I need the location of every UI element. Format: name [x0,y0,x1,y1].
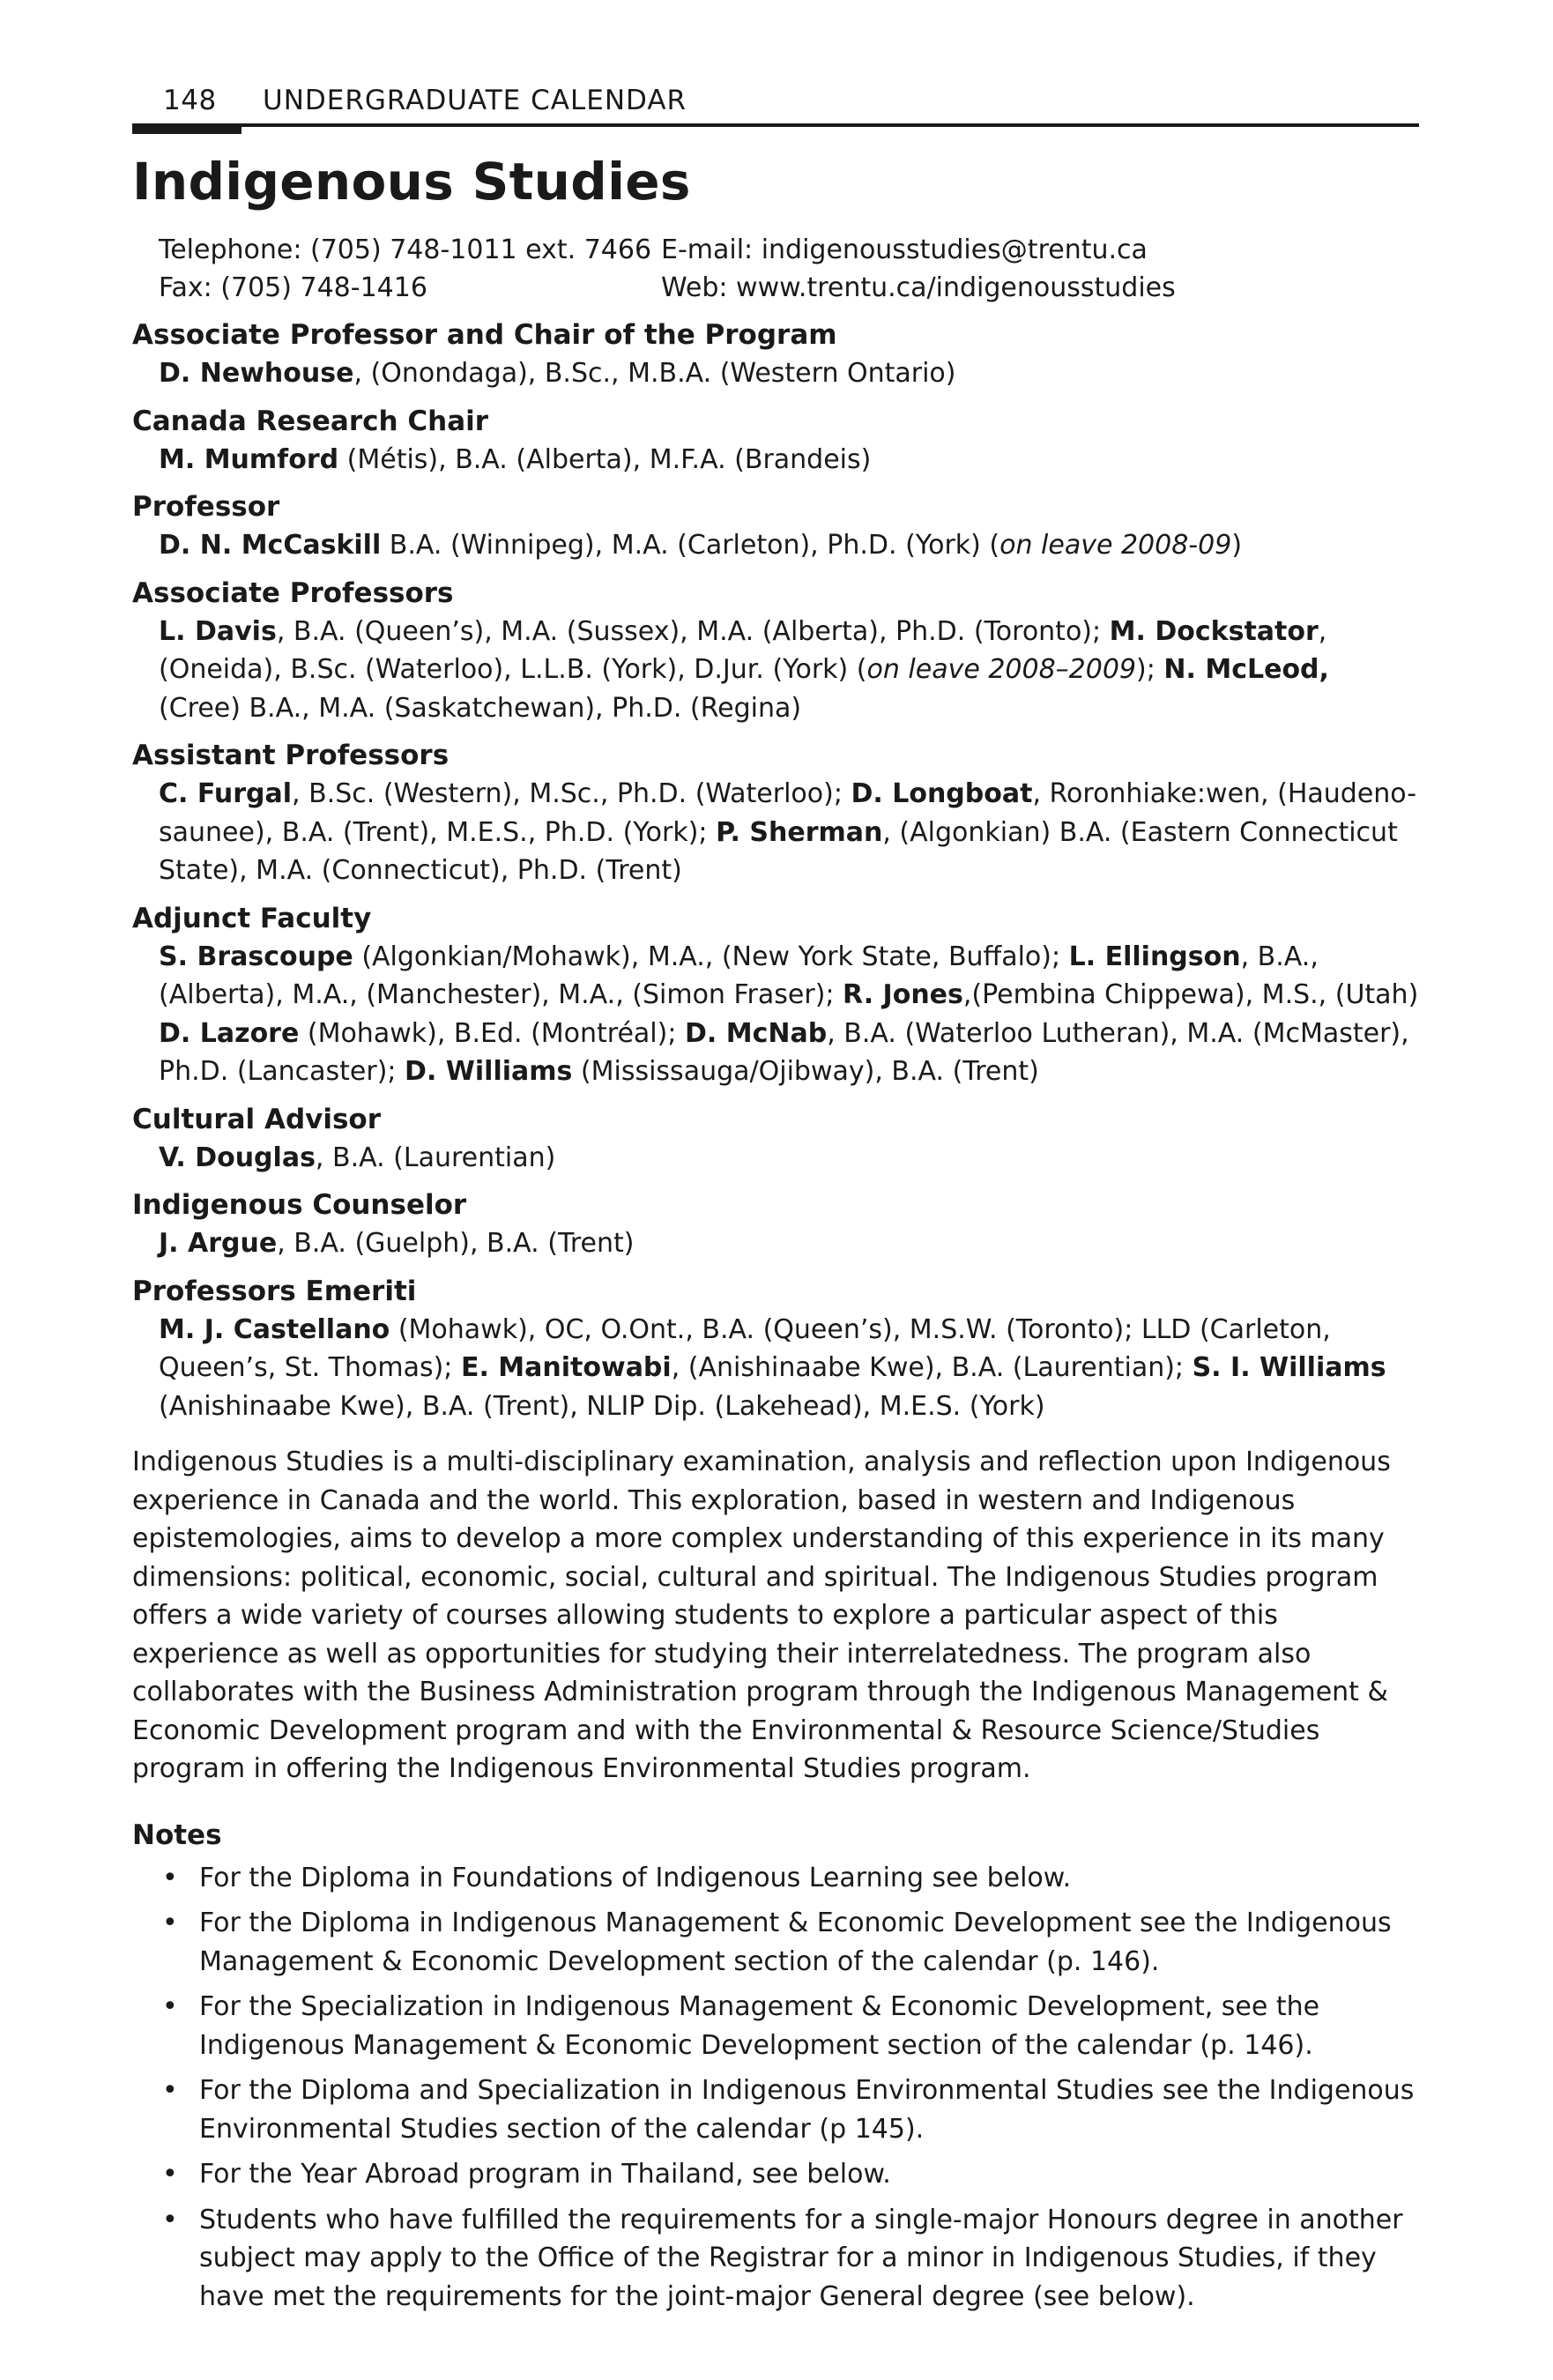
faculty-members [159,1311,1419,1426]
page-header [132,81,1419,127]
credentials-text: ); [1136,654,1164,685]
faculty-name: L. Ellingson [1068,941,1241,972]
credentials-text: , B.A. (Queen’s), M.A. (Sussex), M.A. (Alberta), Ph.D. (Toronto); [276,615,1110,647]
faculty-members [159,938,1419,1091]
bullet-icon: • [162,2159,178,2190]
faculty-section-title: Professor [132,491,280,523]
credentials-text: (Mohawk), B.Ed. (Montréal); [299,1017,685,1049]
credentials-text: , (Onondaga), B.Sc., M.B.A. (Western Ontario) [353,358,956,389]
faculty-name: N. McLeod, [1163,654,1329,685]
faculty-name: D. McNab [685,1017,828,1049]
faculty-members [159,354,1419,393]
faculty-name: M. Mumford [159,443,339,475]
faculty-name: D. Lazore [159,1017,300,1049]
note-item [132,2155,1419,2194]
email: E-mail: indigenousstudies@trentu.ca [661,234,1148,265]
note-text: For the Diploma and Specialization in Indigenous Environmental Studies see the Indigenous Environmental Studies section of the calendar (p 145). [199,2075,1415,2145]
header-tab-bar [132,123,241,134]
contact-block [159,231,1419,307]
note-item [132,2071,1419,2148]
note-item [132,1859,1419,1898]
note-text: Students who have fulfilled the requirements for a single-major Honours degree in another subject may apply to the Office of the Registrar for a minor in Indigenous Studies, if they have met the requirements for the joint-major General degree (see below). [199,2204,1403,2312]
program-title: Indigenous Studies [132,152,691,212]
page-number: 148 [163,85,217,116]
faculty-name: V. Douglas [159,1142,316,1173]
credentials-text: , B.Sc. (Western), M.Sc., Ph.D. (Waterloo); [292,778,851,809]
faculty-name: E. Manitowabi [460,1352,672,1383]
credentials-text: , B.A., (Alberta), M.A., (Manchester), M.A., (Simon Fraser); [159,941,1319,1010]
faculty-name: R. Jones [843,979,963,1010]
faculty-name: M. J. Castellano [159,1313,390,1345]
credentials-text: (Algonkian/Mohawk), M.A., (New York State, Buffalo); [353,941,1069,972]
faculty-section-title: Canada Research Chair [132,405,489,437]
faculty-name: D. N. McCaskill [159,530,382,561]
credentials-text: , (Algonkian) B.A. (Eastern Connecticut State), M.A. (Connecticut), Ph.D. (Trent) [159,816,1398,886]
notes-heading: Notes [132,1818,222,1851]
faculty-members [159,613,1419,728]
faculty-members [159,775,1419,890]
credentials-text: (Mohawk), OC, O.Ont., B.A. (Queen’s), M.S.W. (Toronto); LLD (Carleton, Queen’s, St. Thomas); [159,1313,1331,1383]
credentials-text: , (Anishinaabe Kwe), B.A. (Laurentian); [671,1352,1193,1383]
leave-note: on leave 2008-09 [999,530,1232,561]
credentials-text: B.A. (Winnipeg), M.A. (Carleton), Ph.D. (York) ( [381,530,1000,561]
credentials-text: (Mississauga/Ojibway), B.A. (Trent) [572,1056,1039,1087]
credentials-text: , B.A. (Guelph), B.A. (Trent) [277,1228,635,1259]
bullet-icon: • [162,1862,178,1893]
program-description: Indigenous Studies is a multi-disciplinary examination, analysis and reflection upon Indigenous experience in Canada and the world. This exploration, based in western and Indigenous epistemologies, aims to develop a more complex understanding of this experience in its many dimensions: political, economic, social, cultural and spiritual. The Indigenous Studies program offers a wide variety of courses allowing students to explore a particular aspect of this experience as well as opportunities for studying their interrelatedness. The program also collaborates with the Business Administration program through the Indigenous Management & Economic Development program and with the Environmental & Resource Science/Studies program in offering the Indigenous Environmental Studies program. [132,1447,1391,1784]
note-text: For the Diploma in Indigenous Management & Economic Development see the Indigenous Management & Economic Development section of the calendar (p. 146). [199,1908,1392,1977]
faculty-section-title: Adjunct Faculty [132,902,372,934]
faculty-name: J. Argue [159,1228,278,1259]
faculty-section-title: Associate Professor and Chair of the Program [132,319,837,351]
fax: Fax: (705) 748-1416 [159,272,427,303]
faculty-section-title: Associate Professors [132,576,454,609]
bullet-icon: • [162,1908,178,1938]
website: Web: www.trentu.ca/indigenousstudies [661,272,1176,303]
notes-list [132,1859,1419,2317]
credentials-text: (Cree) B.A., M.A. (Saskatchewan), Ph.D. (Regina) [159,692,802,724]
bullet-icon: • [162,2075,178,2106]
credentials-text: , B.A. (Waterloo Lutheran), M.A. (McMaster), Ph.D. (Lancaster); [159,1017,1409,1087]
faculty-name: D. Williams [405,1056,573,1087]
faculty-section-title: Assistant Professors [132,740,450,771]
note-text: For the Diploma in Foundations of Indigenous Learning see below. [199,1862,1072,1893]
faculty-section-title: Professors Emeriti [132,1275,417,1307]
credentials-text: , B.A. (Laurentian) [315,1142,556,1173]
running-title: UNDERGRADUATE CALENDAR [263,85,687,116]
faculty-name: C. Furgal [159,778,293,809]
credentials-text: ) [1231,530,1243,561]
credentials-text: , (Oneida), B.Sc. (Waterloo), L.L.B. (York), D.Jur. (York) ( [159,615,1327,685]
faculty-name: L. Davis [159,615,277,647]
faculty-members [159,1139,1419,1178]
page-content [132,152,1419,2323]
faculty-members [159,526,1419,565]
leave-note: on leave 2008–2009 [866,654,1137,685]
note-item [132,1988,1419,2064]
faculty-name: S. Brascoupe [159,941,353,972]
note-item [132,2201,1419,2317]
faculty-section-title: Cultural Advisor [132,1103,382,1135]
credentials-text: , Roronhiake:wen, (Haudeno-saunee), B.A. (Trent), M.E.S., Ph.D. (York); [159,778,1417,848]
note-text: For the Year Abroad program in Thailand, see below. [199,2159,891,2190]
bullet-icon: • [162,2204,178,2235]
faculty-members [159,441,1419,480]
faculty-members [159,1224,1419,1263]
faculty-list [132,316,1419,1425]
faculty-section-title: Indigenous Counselor [132,1189,467,1221]
credentials-text: ,(Pembina Chippewa), M.S., (Utah) [962,979,1419,1010]
header-rule [132,123,1419,127]
faculty-name: P. Sherman [716,816,883,848]
bullet-icon: • [162,1991,178,2022]
credentials-text: (Anishinaabe Kwe), B.A. (Trent), NLIP Dip. (Lakehead), M.E.S. (York) [159,1390,1045,1422]
note-item [132,1904,1419,1981]
faculty-name: M. Dockstator [1109,615,1319,647]
telephone: Telephone: (705) 748-1011 ext. 7466 [159,234,652,265]
credentials-text: (Métis), B.A. (Alberta), M.F.A. (Brandeis) [338,443,872,475]
faculty-name: D. Newhouse [159,358,354,389]
faculty-name: D. Longboat [851,778,1033,809]
faculty-name: S. I. Williams [1192,1352,1386,1383]
note-text: For the Specialization in Indigenous Management & Economic Development, see the Indigenous Management & Economic Development section of the calendar (p. 146). [199,1991,1320,2061]
